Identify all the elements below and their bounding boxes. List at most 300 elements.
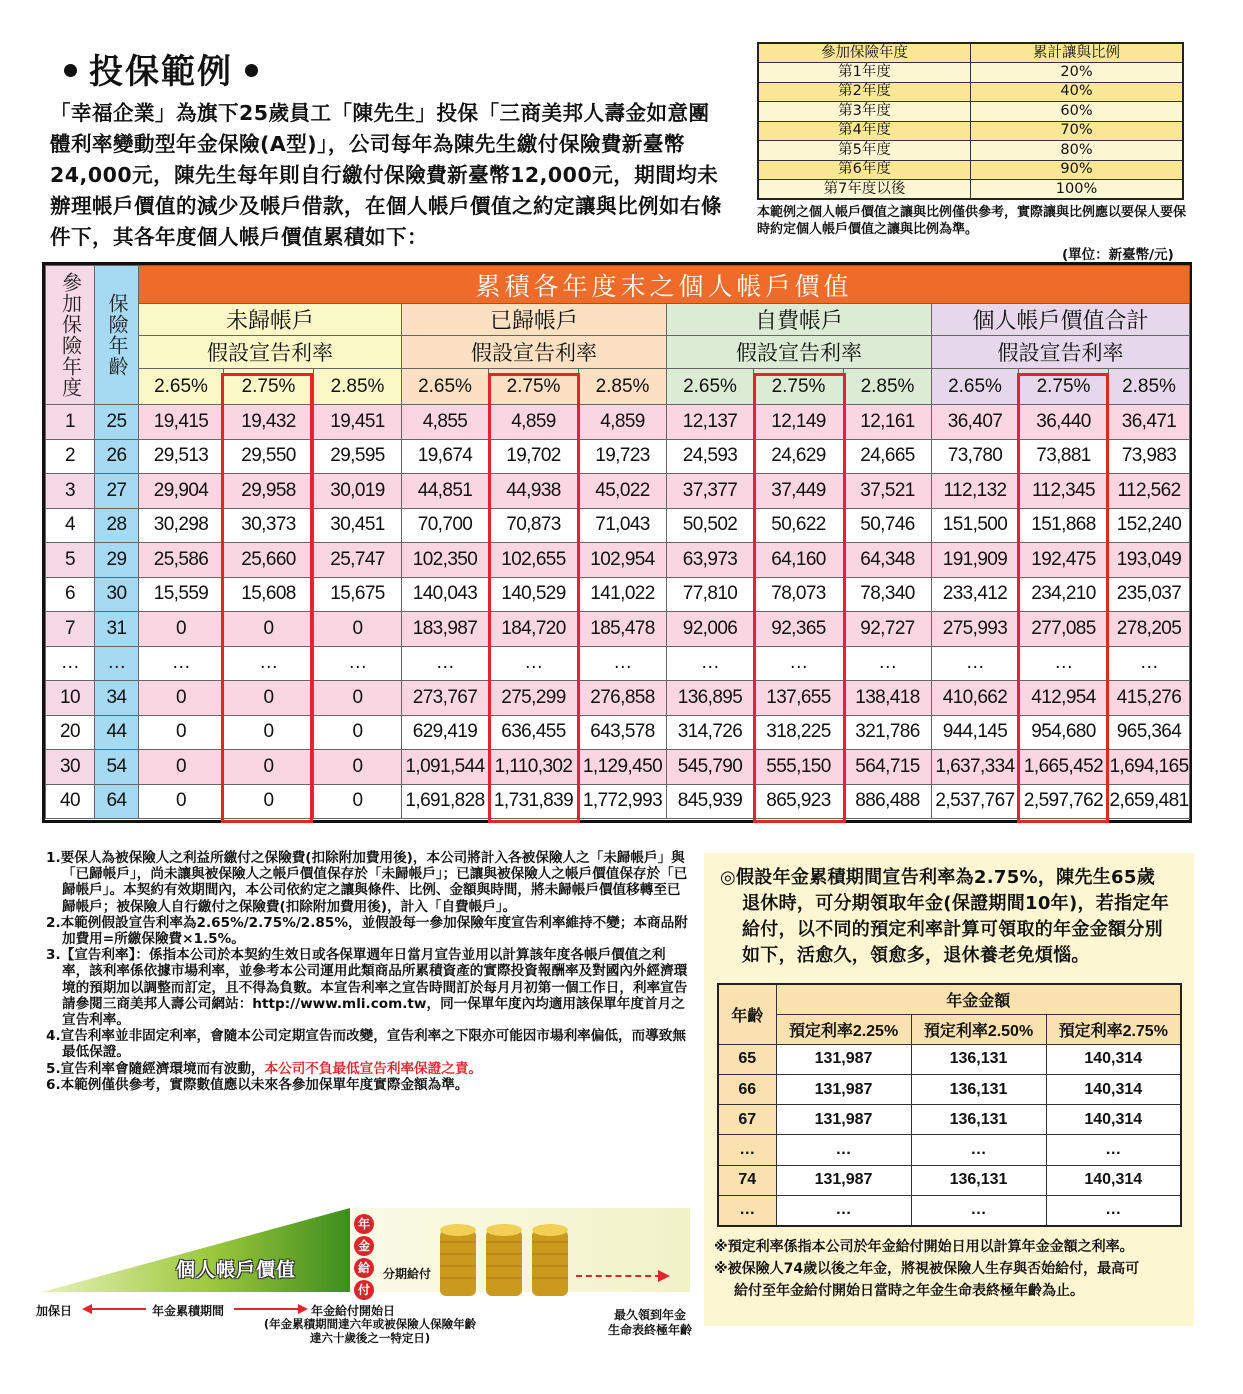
table-row [46,612,1190,647]
value-cell: … [754,646,844,681]
value-cell: … [844,646,932,681]
table-row [46,646,1190,681]
value-cell: 78,073 [754,577,844,612]
account-value-table [45,265,1190,819]
value-cell: 30,451 [314,508,402,543]
rate-header: 2.65% [139,369,224,405]
value-cell: 564,715 [844,750,932,785]
value-cell: 140,529 [489,577,579,612]
value-cell: 29,904 [139,474,224,509]
value-cell: 636,455 [489,715,579,750]
annuity-row [718,1075,1181,1105]
value-cell: 19,723 [579,439,667,474]
annuity-rate-header: 預定利率2.50% [911,1014,1046,1044]
row-year: 5 [46,543,95,578]
rate-header: 2.85% [579,369,667,405]
value-cell: … [402,646,489,681]
payout-char: 給 [354,1258,374,1278]
value-cell: 12,149 [754,405,844,440]
ratio-year: 第5年度 [758,141,971,161]
value-cell: … [667,646,754,681]
value-cell: 36,407 [932,405,1019,440]
rate-header: 2.65% [402,369,489,405]
value-cell: 19,415 [139,405,224,440]
rate-header-row [46,369,1190,405]
value-cell: 19,674 [402,439,489,474]
annuity-row [718,1044,1181,1074]
continuation-dashed-line [576,1275,661,1277]
value-cell: 277,085 [1019,612,1109,647]
value-cell: 44,938 [489,474,579,509]
annuity-amount: 131,987 [776,1105,911,1135]
value-cell: 70,700 [402,508,489,543]
note-2: 2.本範例假設宣告利率為2.65%/2.75%/2.85%，並假設每一參加保險年度宣告利率維持不變；本商品附加費用=所繳保險費×1.5%。 [46,914,688,948]
end-label [600,1308,700,1338]
value-cell: 12,137 [667,405,754,440]
annuity-age: 66 [718,1075,776,1105]
group-unvested-header: 未歸帳戶 [139,304,402,336]
note-4: 4.宣告利率並非固定利率，會隨本公司定期宣告而改變，宣告利率之下限亦可能因市場利率偏低，而導致無最低保證。 [46,1028,686,1061]
row-age: 30 [95,577,139,612]
row-year: 4 [46,508,95,543]
value-cell: 318,225 [754,715,844,750]
annuity-footnote-3: 給付至年金給付開始日當時之年金生命表終極年齡為止。 [734,1283,1084,1299]
payout-char: 年 [354,1214,374,1234]
ratio-year: 第7年度以後 [758,180,971,200]
note-1: 1.要保人為被保險人之利益所繳付之保險費(扣除附加費用後)，本公司將計入各被保險人之「未歸帳戶」與「已歸帳戶」，尚未讓與被保險人之帳戶價值保存於「未歸帳戶」；已讓與被保險人之帳戶價值保存於「已歸帳戶」。本契約有效期間內，本公司依約定之讓與條件、比例、金額與時間，將未歸帳戶價值移轉至已歸帳戶；被保險人自行繳付之保險費(扣除附加費用後)，計入「自費帳戶」。 [46,850,688,915]
value-cell: 19,702 [489,439,579,474]
value-cell: 0 [314,612,402,647]
page-title-text: 投保範例 [89,52,233,92]
intro-paragraph: 「幸福企業」為旗下25歲員工「陳先生」投保「三商美邦人壽金如意團體利率變動型年金保險(A型)」，公司每年為陳先生繳付保險費新臺幣24,000元，陳先生每年則自行繳付保險費新臺幣12,000元，期間均未辦理帳戶價值的減少及帳戶借款，在個人帳戶價值之約定讓與比例如右條件下，其各年度個人帳戶價值累積如下： [50,101,722,249]
value-cell: 273,767 [402,681,489,716]
row-year: 6 [46,577,95,612]
value-cell: 138,418 [844,681,932,716]
value-cell: 0 [224,750,314,785]
ratio-value: 100% [971,180,1184,200]
annuity-row [718,1165,1181,1195]
rate-header: 2.65% [667,369,754,405]
page-title [52,44,270,93]
value-cell: 64,348 [844,543,932,578]
note-5-warning: 本公司不負最低宣告利率保證之責。 [264,1060,483,1077]
annuity-description [720,865,1180,969]
annuity-amount: 131,987 [776,1165,911,1195]
rate-label: 假設宣告利率 [402,336,667,369]
value-cell: … [489,646,579,681]
value-cell: 25,586 [139,543,224,578]
ratio-year: 第2年度 [758,82,971,102]
ratio-year: 第3年度 [758,102,971,122]
value-cell: 24,629 [754,439,844,474]
value-cell: 276,858 [579,681,667,716]
payout-start-label: 年金給付開始日 [311,1304,396,1318]
value-cell: … [314,646,402,681]
annuity-amount: 140,314 [1046,1044,1181,1074]
value-cell: 845,939 [667,784,754,819]
value-cell: 184,720 [489,612,579,647]
row-age: 54 [95,750,139,785]
value-cell: 643,578 [579,715,667,750]
value-cell: 0 [314,750,402,785]
note-3: 3.【宣告利率】：係指本公司於本契約生效日或各保單週年日當月宣告並用以計算該年度各帳戶價值之利率，該利率係依據市場利率，並參考本公司運用此類商品所累積資產的實際投資報酬率及對國內外經濟環境的預期加以調整而訂定，且不得為負數。本宣告利率之宣告時間訂於每月月初第一個工作日，利率宣告請參閱三商美邦人壽公司網站：http://www.mli.com.tw，同一保單年度內均適用該保單年度首月之宣告利率。 [46,947,688,1029]
value-cell: 25,660 [224,543,314,578]
value-cell: 275,299 [489,681,579,716]
timeline-line [90,1308,146,1310]
value-cell: 545,790 [667,750,754,785]
value-cell: 2,537,767 [932,784,1019,819]
ratio-value: 70% [971,121,1184,141]
annuity-footnotes [714,1236,1190,1302]
rate-label: 假設宣告利率 [932,336,1190,369]
transfer-ratio-table [757,42,1184,200]
value-cell: 50,746 [844,508,932,543]
value-cell: 314,726 [667,715,754,750]
rate-header: 2.85% [844,369,932,405]
value-cell: 415,276 [1109,681,1190,716]
enrollment-date-label: 加保日 [36,1304,73,1318]
value-cell: 1,637,334 [932,750,1019,785]
ratio-note: 本範例之個人帳戶價值之讓與比例僅供參考，實際讓與比例應以要保人要保時約定個人帳戶價值之讓與比例為準。 [757,205,1187,237]
ratio-year: 第1年度 [758,63,971,83]
end-label-line-1: 最久領到年金 [613,1308,686,1322]
value-cell: 36,471 [1109,405,1190,440]
value-cell: 136,895 [667,681,754,716]
annuity-age: … [718,1195,776,1225]
row-age: 34 [95,681,139,716]
value-cell: 0 [139,681,224,716]
row-year: 40 [46,784,95,819]
value-cell: 2,659,481 [1109,784,1190,819]
value-cell: 30,373 [224,508,314,543]
annuity-age: … [718,1135,776,1165]
value-cell: 1,129,450 [579,750,667,785]
account-value-table-frame [42,262,1192,823]
value-cell: 137,655 [754,681,844,716]
value-cell: 112,132 [932,474,1019,509]
annuity-amount-table-body [718,1044,1181,1225]
value-cell: 152,240 [1109,508,1190,543]
value-cell: 234,210 [1019,577,1109,612]
value-cell: 30,298 [139,508,224,543]
unit-label: (單位：新臺幣/元) [1062,247,1174,263]
payout-char: 付 [354,1280,374,1300]
annuity-amount: … [911,1195,1046,1225]
annuity-amount: 131,987 [776,1075,911,1105]
ratio-year: 第6年度 [758,160,971,180]
ratio-row [758,63,1183,83]
value-cell: 275,993 [932,612,1019,647]
note-5-text: 5.宣告利率會隨經濟環境而有波動， [46,1060,265,1077]
value-cell: 151,500 [932,508,1019,543]
rate-label: 假設宣告利率 [139,336,402,369]
row-year: 7 [46,612,95,647]
value-cell: 278,205 [1109,612,1190,647]
annuity-amount: … [911,1135,1046,1165]
value-cell: 37,521 [844,474,932,509]
value-cell: 944,145 [932,715,1019,750]
ratio-value: 90% [971,160,1184,180]
ratio-value: 80% [971,141,1184,161]
rate-header: 2.75% [754,369,844,405]
table-row [46,543,1190,578]
year-column-header: 參加保險年度 [46,266,95,405]
annuity-amount-header: 年金金額 [776,984,1181,1014]
row-year: … [46,646,95,681]
ratio-row [758,160,1183,180]
bullet-dot-icon [64,64,77,77]
value-cell: 19,451 [314,405,402,440]
annuity-amount: 136,131 [911,1105,1046,1135]
coin-stacks-icon [436,1222,576,1302]
annuity-age-header: 年齡 [718,984,776,1044]
annuity-payout-badge [354,1214,376,1302]
value-cell: 191,909 [932,543,1019,578]
table-row [46,439,1190,474]
value-cell: 15,675 [314,577,402,612]
value-cell: 24,593 [667,439,754,474]
rate-header: 2.75% [489,369,579,405]
value-cell: 29,595 [314,439,402,474]
annuity-row [718,1135,1181,1165]
value-cell: 29,513 [139,439,224,474]
group-vested-header: 已歸帳戶 [402,304,667,336]
value-cell: 0 [224,681,314,716]
note-6: 6.本範例僅供參考，實際數值應以未來各參加保單年度實際金額為準。 [46,1076,469,1093]
annuity-amount: 140,314 [1046,1105,1181,1135]
value-cell: 185,478 [579,612,667,647]
annuity-amount: 140,314 [1046,1165,1181,1195]
rate-label: 假設宣告利率 [667,336,932,369]
value-cell: 29,550 [224,439,314,474]
ratio-header-ratio: 累計讓與比例 [971,43,1184,63]
value-cell: 233,412 [932,577,1019,612]
row-year: 10 [46,681,95,716]
row-age: 44 [95,715,139,750]
annuity-footnote-1: ※預定利率係指本公司於年金給付開始日用以計算年金金額之利率。 [714,1239,1134,1255]
row-year: 2 [46,439,95,474]
table-row [46,577,1190,612]
value-cell: 865,923 [754,784,844,819]
table-row [46,405,1190,440]
value-cell: 102,350 [402,543,489,578]
value-cell: 19,432 [224,405,314,440]
rate-header: 2.75% [224,369,314,405]
value-cell: 92,365 [754,612,844,647]
value-cell: 4,855 [402,405,489,440]
table-row [46,750,1190,785]
row-year: 20 [46,715,95,750]
value-cell: 50,502 [667,508,754,543]
age-column-header: 保險年齡 [95,266,139,405]
value-cell: 30,019 [314,474,402,509]
annuity-amount: … [776,1195,911,1225]
value-cell: 555,150 [754,750,844,785]
annuity-description-line-1: ◎假設年金累積期間宣告利率為2.75%，陳先生65歲 [720,867,1155,888]
value-cell: 50,622 [754,508,844,543]
group-self-paid-header: 自費帳戶 [667,304,932,336]
value-cell: 77,810 [667,577,754,612]
row-age: … [95,646,139,681]
value-cell: 15,559 [139,577,224,612]
annuity-age: 65 [718,1044,776,1074]
ratio-year: 第4年度 [758,121,971,141]
row-age: 31 [95,612,139,647]
table-row [46,474,1190,509]
value-cell: 0 [224,784,314,819]
ratio-value: 40% [971,82,1184,102]
value-cell: 4,859 [489,405,579,440]
value-cell: 24,665 [844,439,932,474]
ratio-row [758,141,1183,161]
row-age: 26 [95,439,139,474]
value-cell: 2,597,762 [1019,784,1109,819]
value-cell: … [1019,646,1109,681]
table-row [46,681,1190,716]
value-cell: 141,022 [579,577,667,612]
value-cell: 629,419 [402,715,489,750]
value-cell: 1,731,839 [489,784,579,819]
value-cell: 44,851 [402,474,489,509]
value-cell: 965,364 [1109,715,1190,750]
value-cell: 15,608 [224,577,314,612]
value-cell: 410,662 [932,681,1019,716]
value-cell: 36,440 [1019,405,1109,440]
table-row [46,508,1190,543]
value-cell: 886,488 [844,784,932,819]
value-cell: 0 [314,681,402,716]
annuity-amount: … [776,1135,911,1165]
annuity-amount: … [1046,1135,1181,1165]
value-cell: 112,345 [1019,474,1109,509]
timeline-line [234,1308,300,1310]
ratio-row [758,180,1183,200]
row-age: 64 [95,784,139,819]
notes-section [38,850,690,1093]
annuity-amount: 131,987 [776,1044,911,1074]
value-cell: 0 [139,715,224,750]
annuity-rate-header: 預定利率2.25% [776,1014,911,1044]
value-cell: … [1109,646,1190,681]
value-cell: 70,873 [489,508,579,543]
rate-header: 2.85% [1109,369,1190,405]
rate-header: 2.65% [932,369,1019,405]
annuity-row [718,1105,1181,1135]
ratio-value: 60% [971,102,1184,122]
annuity-amount: 136,131 [911,1044,1046,1074]
value-cell: 0 [139,612,224,647]
payout-char: 金 [354,1236,374,1256]
value-cell: 1,110,302 [489,750,579,785]
row-year: 1 [46,405,95,440]
value-cell: 73,780 [932,439,1019,474]
value-cell: … [139,646,224,681]
account-value-label: 個人帳戶價值 [176,1259,297,1281]
value-cell: 102,655 [489,543,579,578]
ratio-row [758,82,1183,102]
value-cell: 235,037 [1109,577,1190,612]
value-cell: 45,022 [579,474,667,509]
value-cell: 4,859 [579,405,667,440]
value-cell: 321,786 [844,715,932,750]
value-cell: 412,954 [1019,681,1109,716]
value-cell: 112,562 [1109,474,1190,509]
annuity-amount: 136,131 [911,1075,1046,1105]
ratio-header-year: 參加保險年度 [758,43,971,63]
value-cell: 1,665,452 [1019,750,1109,785]
annuity-age: 74 [718,1165,776,1195]
value-cell: 37,449 [754,474,844,509]
table-row [46,784,1190,819]
row-age: 25 [95,405,139,440]
account-value-table-body [46,405,1190,819]
value-cell: 92,727 [844,612,932,647]
annuity-row [718,1195,1181,1225]
value-cell: 78,340 [844,577,932,612]
value-cell: 954,680 [1019,715,1109,750]
value-cell: 192,475 [1019,543,1109,578]
bullet-dot-icon [245,64,258,77]
value-cell: … [579,646,667,681]
annuity-age: 67 [718,1105,776,1135]
value-cell: 73,881 [1019,439,1109,474]
value-cell: 1,691,828 [402,784,489,819]
annuity-description-line-2: 退休時，可分期領取年金(保證期間10年)，若指定年給付，以不同的預定利率計算可領取的年金金額分別如下，活愈久，領愈多，退休養老免煩惱。 [742,893,1169,966]
value-cell: 64,160 [754,543,844,578]
ratio-row [758,121,1183,141]
value-cell: … [932,646,1019,681]
value-cell: 37,377 [667,474,754,509]
value-cell: … [224,646,314,681]
annuity-footnote-2: ※被保險人74歲以後之年金，將視被保險人生存與否始給付，最高可 [714,1261,1140,1277]
value-cell: 29,958 [224,474,314,509]
row-age: 29 [95,543,139,578]
continuation-arrow-icon [658,1270,670,1282]
right-arrow-icon [298,1304,308,1314]
value-cell: 183,987 [402,612,489,647]
value-cell: 92,006 [667,612,754,647]
table-title: 累積各年度末之個人帳戶價值 [139,266,1190,304]
value-cell: 1,091,544 [402,750,489,785]
note-5 [38,1061,690,1077]
annuity-amount: 140,314 [1046,1075,1181,1105]
row-age: 28 [95,508,139,543]
value-cell: 140,043 [402,577,489,612]
annuity-rate-header: 預定利率2.75% [1046,1014,1181,1044]
installment-payout-label: 分期給付 [383,1267,432,1281]
value-cell: 25,747 [314,543,402,578]
payout-start-note: (年金累積期間達六年或被保險人保險年齡達六十歲後之一特定日) [263,1317,477,1345]
value-cell: 63,973 [667,543,754,578]
annuity-amount-table [717,983,1182,1227]
row-age: 27 [95,474,139,509]
value-cell: 0 [314,784,402,819]
ratio-row [758,102,1183,122]
value-cell: 12,161 [844,405,932,440]
value-cell: 1,772,993 [579,784,667,819]
value-cell: 71,043 [579,508,667,543]
annuity-example-box [704,853,1194,1326]
value-cell: 0 [224,612,314,647]
annuity-timeline-diagram [36,1200,696,1370]
accumulation-period-label: 年金累積期間 [152,1304,225,1318]
value-cell: 193,049 [1109,543,1190,578]
ratio-value: 20% [971,63,1184,83]
group-total-header: 個人帳戶價值合計 [932,304,1190,336]
rate-header: 2.75% [1019,369,1109,405]
ratio-header-row [758,43,1183,63]
table-row [46,715,1190,750]
